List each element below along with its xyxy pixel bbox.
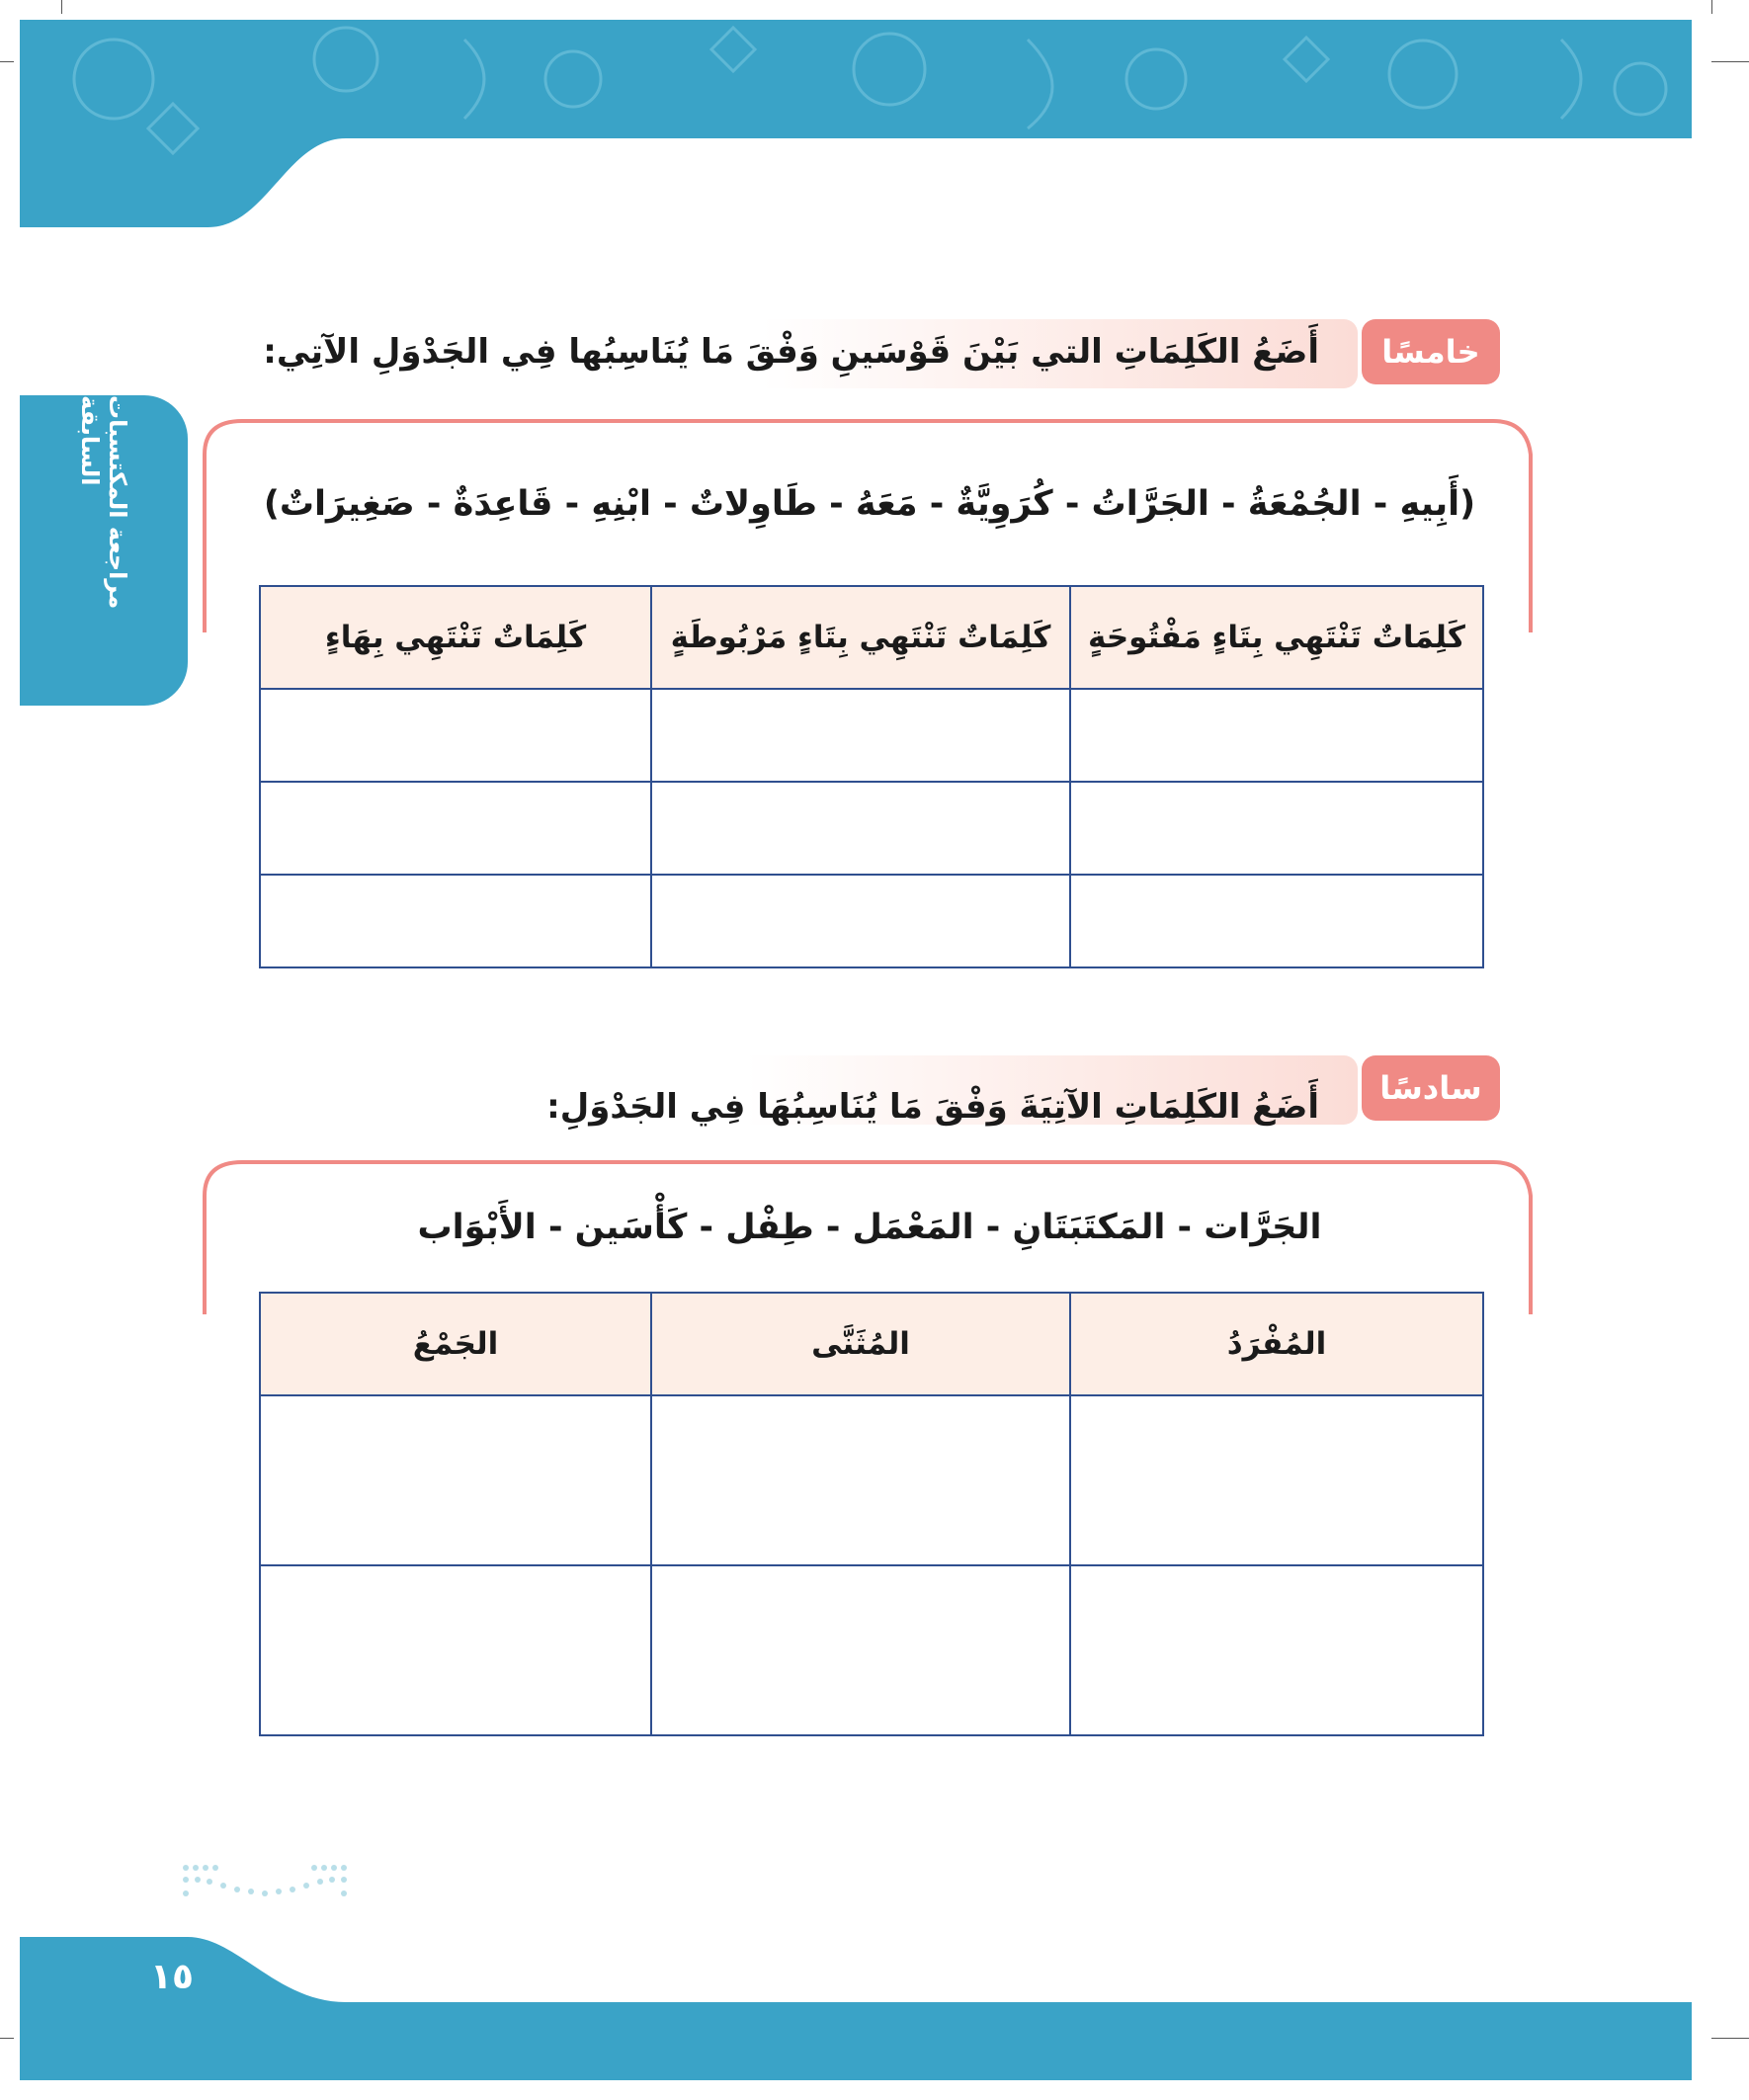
answer-cell[interactable] — [260, 1395, 651, 1565]
answer-cell[interactable] — [1070, 1565, 1483, 1735]
page-number: ١٥ — [150, 1957, 194, 1997]
side-tab — [20, 395, 188, 706]
section5-word-list: (أَبِيهِ - الجُمْعَةُ - الجَرَّاتُ - كُرَوِيَّةٌ - مَعَهُ - طَاوِلاتٌ - ابْنِهِ - قَاعِدَةٌ - صَغِيرَاتٌ) — [263, 484, 1476, 524]
answer-cell[interactable] — [260, 1565, 651, 1735]
table-header: الجَمْعُ — [260, 1293, 651, 1395]
crop-mark — [0, 2038, 14, 2039]
answer-cell[interactable] — [651, 1395, 1070, 1565]
table-header: كَلِمَاتٌ تَنْتَهِي بِتَاءٍ مَرْبُوطَةٍ — [651, 586, 1070, 689]
answer-cell[interactable] — [651, 875, 1070, 967]
footer-decoration — [20, 1937, 1692, 2080]
section5-badge: خامسًا — [1362, 319, 1500, 384]
section6-badge: سادسًا — [1362, 1055, 1500, 1121]
answer-cell[interactable] — [1070, 782, 1483, 875]
answer-cell[interactable] — [260, 689, 651, 782]
section6-instruction: أَضَعُ الكَلِمَاتِ الآتِيَةَ وَفْقَ مَا يُنَاسِبُهَا فِي الجَدْوَلِ: — [546, 1087, 1319, 1127]
header-decoration — [20, 20, 1692, 227]
answer-cell[interactable] — [260, 875, 651, 967]
answer-cell[interactable] — [1070, 1395, 1483, 1565]
section6-word-list: الجَرَّات - المَكتَبَتَانِ - المَعْمَل - طِفْل - كَأْسَين - الأَبْوَاب — [417, 1208, 1322, 1247]
table-header: المُثَنَّى — [651, 1293, 1070, 1395]
crop-mark — [0, 61, 14, 62]
table-header: المُفْرَدُ — [1070, 1293, 1483, 1395]
section6-table — [259, 1292, 1484, 1736]
table-header: كَلِمَاتٌ تَنْتَهِي بِهَاءٍ — [260, 586, 651, 689]
answer-cell[interactable] — [260, 782, 651, 875]
crop-mark — [1711, 61, 1749, 62]
answer-cell[interactable] — [651, 689, 1070, 782]
crop-mark — [1711, 2038, 1749, 2039]
crop-mark — [61, 0, 62, 14]
side-tab-label: مراجعة المكتسبات السابقة — [76, 395, 131, 610]
answer-cell[interactable] — [1070, 689, 1483, 782]
crop-mark — [1711, 0, 1712, 14]
table-header: كَلِمَاتٌ تَنْتَهِي بِتَاءٍ مَفْتُوحَةٍ — [1070, 586, 1483, 689]
answer-cell[interactable] — [651, 1565, 1070, 1735]
ministry-logo — [176, 1858, 354, 1937]
answer-cell[interactable] — [651, 782, 1070, 875]
answer-cell[interactable] — [1070, 875, 1483, 967]
section5-instruction: أَضَعُ الكَلِمَاتِ التي بَيْنَ قَوْسَينِ وَفْقَ مَا يُنَاسِبُها فِي الجَدْوَلِ الآتِي: — [263, 332, 1319, 372]
section5-table — [259, 585, 1484, 968]
